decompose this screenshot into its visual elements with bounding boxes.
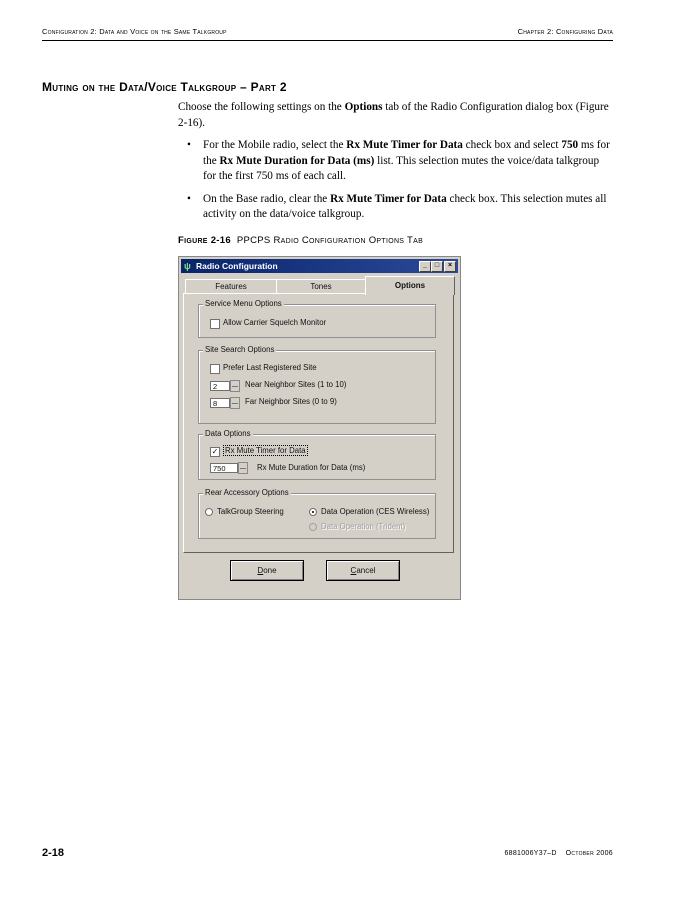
allow-squelch-label: Allow Carrier Squelch Monitor: [223, 318, 327, 327]
intro-post: tab of the Radio Configuration dialog box (Figure 2-16).: [178, 101, 609, 129]
data-operation-ces-radio[interactable]: [309, 508, 317, 516]
data-options-group: [198, 429, 436, 480]
rx-mute-timer-label: Rx Mute Timer for Data: [225, 446, 306, 455]
running-header-left: [42, 27, 227, 36]
dialog-title: Radio Configuration: [196, 261, 278, 271]
prefer-last-site-checkbox[interactable]: [210, 364, 220, 374]
b1-t2: check box. This selection mutes all activity on the data/voice talkgroup.: [203, 192, 607, 220]
rear-accessory-label: Rear Accessory Options: [205, 488, 289, 497]
mute-duration-spinner[interactable]: [238, 462, 248, 474]
b0-b1: Rx Mute Timer for Data: [346, 139, 463, 151]
document-id-text: 6881006Y37–D October 2006: [504, 850, 613, 857]
radio-configuration-dialog: [178, 256, 461, 600]
header-right-text: Chapter 2: Configuring Data: [517, 27, 613, 36]
near-neighbor-spinner[interactable]: [230, 380, 240, 392]
near-neighbor-label: Near Neighbor Sites (1 to 10): [245, 380, 347, 389]
site-search-group: [198, 345, 436, 424]
b1-t1: On the Base radio, clear the: [203, 192, 331, 205]
radio-tower-icon: ψ: [184, 261, 191, 271]
rear-accessory-group: [198, 488, 436, 539]
figure-caption-text: PPCPS Radio Configuration Options Tab: [236, 235, 424, 246]
options-panel: [183, 293, 454, 553]
document-id: [504, 850, 613, 857]
cancel-button[interactable]: [326, 560, 400, 581]
prefer-last-site-label: Prefer Last Registered Site: [223, 363, 317, 372]
tab-features[interactable]: Features: [185, 279, 277, 294]
far-neighbor-spinner[interactable]: [230, 397, 240, 409]
done-accel: D: [257, 566, 264, 575]
header-rule: [42, 40, 613, 41]
b0-t1: For the Mobile radio, select the: [203, 139, 347, 151]
section-title-text: Muting on the Data/Voice Talkgroup – Part 2: [42, 80, 287, 94]
list-item: [178, 192, 613, 223]
cancel-rest: ancel: [356, 566, 376, 575]
data-operation-trident-radio[interactable]: [309, 523, 317, 531]
minimize-button[interactable]: _: [419, 261, 431, 272]
talkgroup-steering-radio[interactable]: [205, 508, 213, 516]
close-button[interactable]: ×: [444, 261, 456, 272]
mute-duration-label: Rx Mute Duration for Data (ms): [257, 463, 366, 472]
b0-t3: ms for the: [203, 139, 610, 167]
figure-label: Figure 2-16: [178, 235, 231, 246]
done-rest: one: [263, 566, 277, 575]
page-number: 2-18: [42, 847, 65, 859]
done-button[interactable]: [230, 560, 304, 581]
maximize-button[interactable]: □: [431, 261, 443, 272]
b0-t4: list. This selection mutes the voice/data talkgroup for the first 750 ms of each call.: [203, 154, 600, 182]
intro-paragraph: [178, 100, 613, 131]
body-text: [178, 100, 613, 230]
b0-b2: 750: [561, 139, 579, 151]
rx-mute-timer-checkbox[interactable]: ✓: [211, 447, 219, 456]
tab-options[interactable]: Options: [365, 276, 455, 295]
mute-duration-input[interactable]: 750: [210, 463, 238, 473]
data-options-label: Data Options: [205, 429, 251, 438]
instruction-list: [178, 138, 613, 223]
far-neighbor-input[interactable]: 8: [210, 398, 230, 408]
data-operation-ces-label: Data Operation (CES Wireless): [321, 507, 430, 516]
running-header-right: [518, 27, 613, 36]
near-neighbor-input[interactable]: 2: [210, 381, 230, 391]
header-left-text: Configuration 2: Data and Voice on the Same Talkgroup: [42, 27, 227, 36]
figure-caption: [178, 235, 423, 246]
site-search-label: Site Search Options: [205, 345, 275, 354]
b1-b1: Rx Mute Timer for Data: [330, 192, 447, 205]
list-item: [178, 138, 613, 185]
cancel-accel: C: [350, 566, 357, 575]
service-menu-group: [198, 299, 436, 338]
far-neighbor-label: Far Neighbor Sites (0 to 9): [245, 397, 337, 406]
talkgroup-steering-label: TalkGroup Steering: [217, 507, 284, 516]
allow-squelch-checkbox[interactable]: [210, 319, 220, 329]
b0-b3: Rx Mute Duration for Data (ms): [219, 154, 375, 167]
intro-pre: Choose the following settings on the: [178, 101, 345, 113]
dialog-titlebar[interactable]: [181, 259, 458, 273]
b0-t2: check box and select: [462, 139, 562, 151]
section-title: [42, 80, 287, 94]
intro-bold: Options: [344, 101, 383, 113]
data-operation-trident-label: Data Operation (Trident): [321, 522, 406, 531]
tab-tones[interactable]: Tones: [276, 279, 366, 294]
service-menu-label: Service Menu Options: [205, 299, 282, 308]
